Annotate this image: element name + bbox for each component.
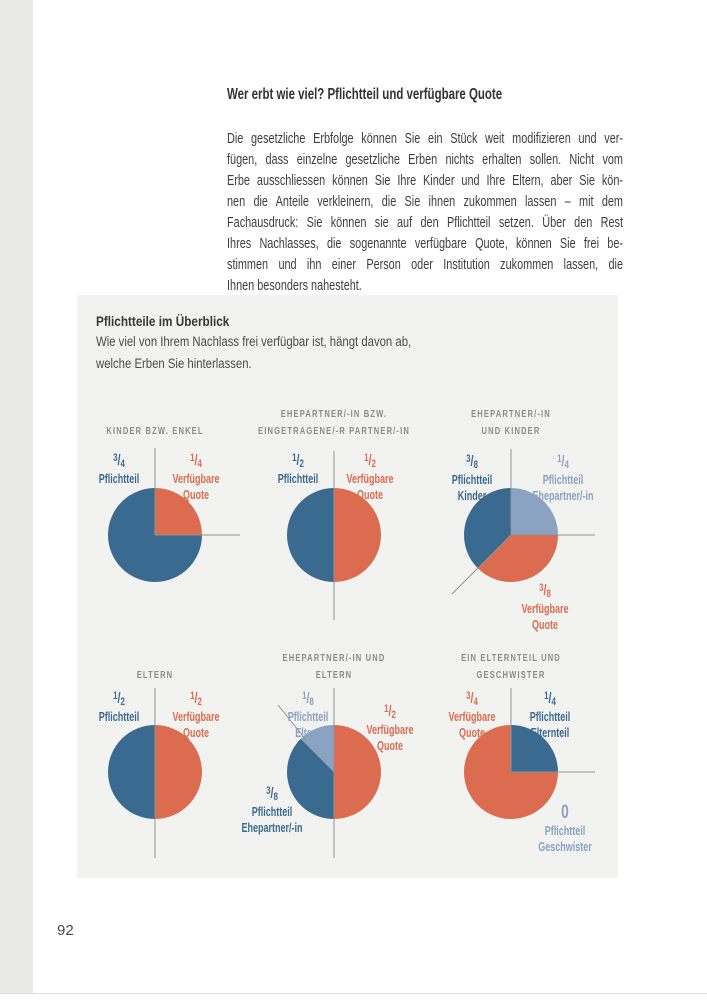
label-pflichtteil: [99, 452, 140, 487]
fraction-denominator: 4: [551, 696, 556, 708]
overview-box-subtitle-line: welche Erben Sie hinterlassen.: [96, 356, 252, 371]
label-line: Verfügbare: [448, 710, 496, 724]
fraction-denominator: 2: [120, 696, 125, 708]
label-line: Pflichtteil: [529, 710, 571, 724]
page-number: 92: [57, 922, 74, 939]
page-bottom-rule: [0, 993, 707, 994]
fraction-numerator: 3: [539, 582, 544, 594]
chart-title-line: KINDER BZW. ENKEL: [106, 425, 204, 437]
label-line: Pflichtteil: [542, 473, 584, 487]
label-pflichtteil-kinder: [452, 453, 493, 504]
pie-slice: [108, 725, 155, 819]
fraction-denominator: 8: [473, 459, 478, 471]
fraction-denominator: 2: [391, 709, 396, 721]
fraction-slash: /: [306, 690, 310, 707]
label-pflichtteil-geschwister: [538, 803, 592, 855]
body-line: Fachausdruck: Sie können sie auf den Pflichtteil setzen. Über den Rest: [227, 215, 623, 231]
body-line: Erbe ausschliessen können Sie Ihre Kinder und Ihre Eltern, aber Sie kön-: [227, 173, 623, 189]
fraction-numerator: 1: [190, 690, 195, 702]
fraction-slash: /: [117, 690, 121, 707]
label-pflichtteil-ehepartner: [532, 453, 593, 504]
label-line: Eltern: [295, 726, 321, 740]
chart-title-line: EHEPARTNER/-IN UND: [282, 652, 386, 664]
chart-elternteil-geschwister: [416, 645, 606, 945]
body-line: Ihres Nachlasses, die sogenannte verfügbare Quote, können Sie frei be-: [227, 236, 623, 252]
fraction-numerator: 1: [292, 452, 297, 464]
fraction-denominator: 8: [273, 791, 278, 803]
fraction-denominator: 4: [120, 458, 125, 470]
overview-box-subtitle-line: Wie viel von Ihrem Nachlass frei verfügbar ist, hängt davon ab,: [96, 334, 412, 349]
label-line: Verfügbare: [366, 723, 414, 737]
article-heading: Wer erbt wie viel? Pflichtteil und verfügbare Quote: [227, 86, 503, 103]
label-line: Verfügbare: [172, 472, 220, 486]
chart-title: [461, 650, 561, 684]
body-line: Die gesetzliche Erbfolge können Sie ein Stück weit modifizieren und ver-: [227, 131, 623, 147]
chart-title-line: EINGETRAGENE/-R PARTNER/-IN: [258, 425, 410, 437]
fraction: [99, 452, 140, 471]
label-line: Quote: [356, 488, 383, 502]
chart-title-line: UND KINDER: [481, 425, 541, 437]
fraction-slash: /: [470, 690, 474, 707]
overview-box: [77, 295, 618, 878]
label-line: Quote: [531, 618, 558, 632]
label-pflichtteil-ehepartner: [241, 785, 302, 836]
fraction-numerator: 3: [466, 690, 471, 702]
article-body: [227, 129, 623, 297]
fraction-slash: /: [548, 690, 552, 707]
label-line: Geschwister: [538, 840, 592, 854]
label-line: Pflichtteil: [544, 824, 586, 838]
fraction-numerator: 1: [113, 690, 118, 702]
fraction: [99, 690, 140, 709]
fraction-denominator: 4: [564, 459, 569, 471]
fraction: [521, 582, 568, 601]
chart-title-line: ELTERN: [136, 669, 174, 681]
chart-title-line: EHEPARTNER/-IN BZW.: [280, 408, 388, 420]
fraction: [532, 453, 593, 472]
label-line: Quote: [458, 726, 485, 740]
fraction-numerator: 1: [544, 690, 549, 702]
label-line: Elternteil: [530, 726, 570, 740]
fraction: [278, 452, 319, 471]
label-pflichtteil-eltern: [288, 690, 329, 741]
fraction-slash: /: [388, 703, 392, 720]
pie-slice: [287, 488, 334, 582]
fraction: [288, 690, 329, 709]
label-pflichtteil: [278, 452, 319, 487]
fraction-denominator: 8: [309, 696, 314, 708]
label-line: Pflichtteil: [277, 472, 319, 486]
label-line: Pflichtteil: [98, 710, 140, 724]
label-line: Quote: [182, 726, 209, 740]
body-line: fügen, dass einzelne gesetzliche Erben nichts erhalten sollen. Nicht vom: [227, 152, 623, 168]
overview-box-header: [96, 311, 411, 375]
label-pflichtteil: [99, 690, 140, 725]
label-line: Quote: [182, 488, 209, 502]
label-line: Quote: [376, 739, 403, 753]
label-line: Ehepartner/-in: [532, 489, 594, 503]
fraction-numerator: 1: [190, 452, 195, 464]
label-line: Kinder: [457, 489, 487, 503]
body-line: Ihnen besonders nahesteht.: [227, 278, 362, 294]
fraction-slash: /: [561, 453, 565, 470]
fraction-slash: /: [270, 785, 274, 802]
fraction: [448, 690, 495, 709]
fraction-denominator: 4: [473, 696, 478, 708]
label-line: Pflichtteil: [287, 710, 329, 724]
label-line: Pflichtteil: [98, 472, 140, 486]
fraction-slash: /: [470, 453, 474, 470]
fraction-numerator: 1: [384, 703, 389, 715]
chart-title-line: GESCHWISTER: [476, 669, 546, 681]
fraction: [241, 785, 302, 804]
chart-title-line: EIN ELTERNTEIL UND: [461, 652, 561, 664]
label-verfuegbare-quote: [448, 690, 495, 741]
fraction-denominator: 2: [197, 696, 202, 708]
label-line: Verfügbare: [346, 472, 394, 486]
fraction-slash: /: [194, 690, 198, 707]
fraction-numerator: 1: [364, 452, 369, 464]
label-line: Ehepartner/-in: [241, 821, 303, 835]
body-line: nen die Anteile verkleinern, die Sie ihnen zukommen lassen – mit dem: [227, 194, 623, 210]
fraction-numerator: 3: [466, 453, 471, 465]
fraction-slash: /: [117, 452, 121, 469]
overview-box-title: Pflichtteile im Überblick: [96, 313, 230, 329]
fraction-denominator: 2: [371, 458, 376, 470]
fraction: [452, 453, 493, 472]
chart-title: [471, 406, 551, 440]
fraction-denominator: 4: [197, 458, 202, 470]
label-line: Pflichtteil: [451, 473, 493, 487]
fraction-slash: /: [368, 452, 372, 469]
fraction: [530, 690, 571, 709]
chart-title: [106, 423, 203, 440]
label-line: Pflichtteil: [251, 805, 293, 819]
fraction-numerator: 1: [302, 690, 307, 702]
chart-title: [137, 667, 174, 684]
label-line: Verfügbare: [172, 710, 220, 724]
fraction-numerator: 1: [557, 453, 562, 465]
chart-title-line: ELTERN: [315, 669, 353, 681]
fraction-denominator: 2: [299, 458, 304, 470]
chart-title-line: EHEPARTNER/-IN: [471, 408, 551, 420]
fraction-slash: /: [543, 582, 547, 599]
fraction-numerator: 3: [266, 785, 271, 797]
fraction-denominator: 8: [546, 588, 551, 600]
label-line: Verfügbare: [521, 602, 569, 616]
body-line: stimmen und ihn einer Person oder Institution zukommen lassen, die: [227, 257, 623, 273]
fraction-slash: /: [296, 452, 300, 469]
fraction-slash: /: [194, 452, 198, 469]
label-pflichtteil-elternteil: [530, 690, 571, 741]
zero-value: 0: [561, 802, 569, 823]
fraction-numerator: 3: [113, 452, 118, 464]
